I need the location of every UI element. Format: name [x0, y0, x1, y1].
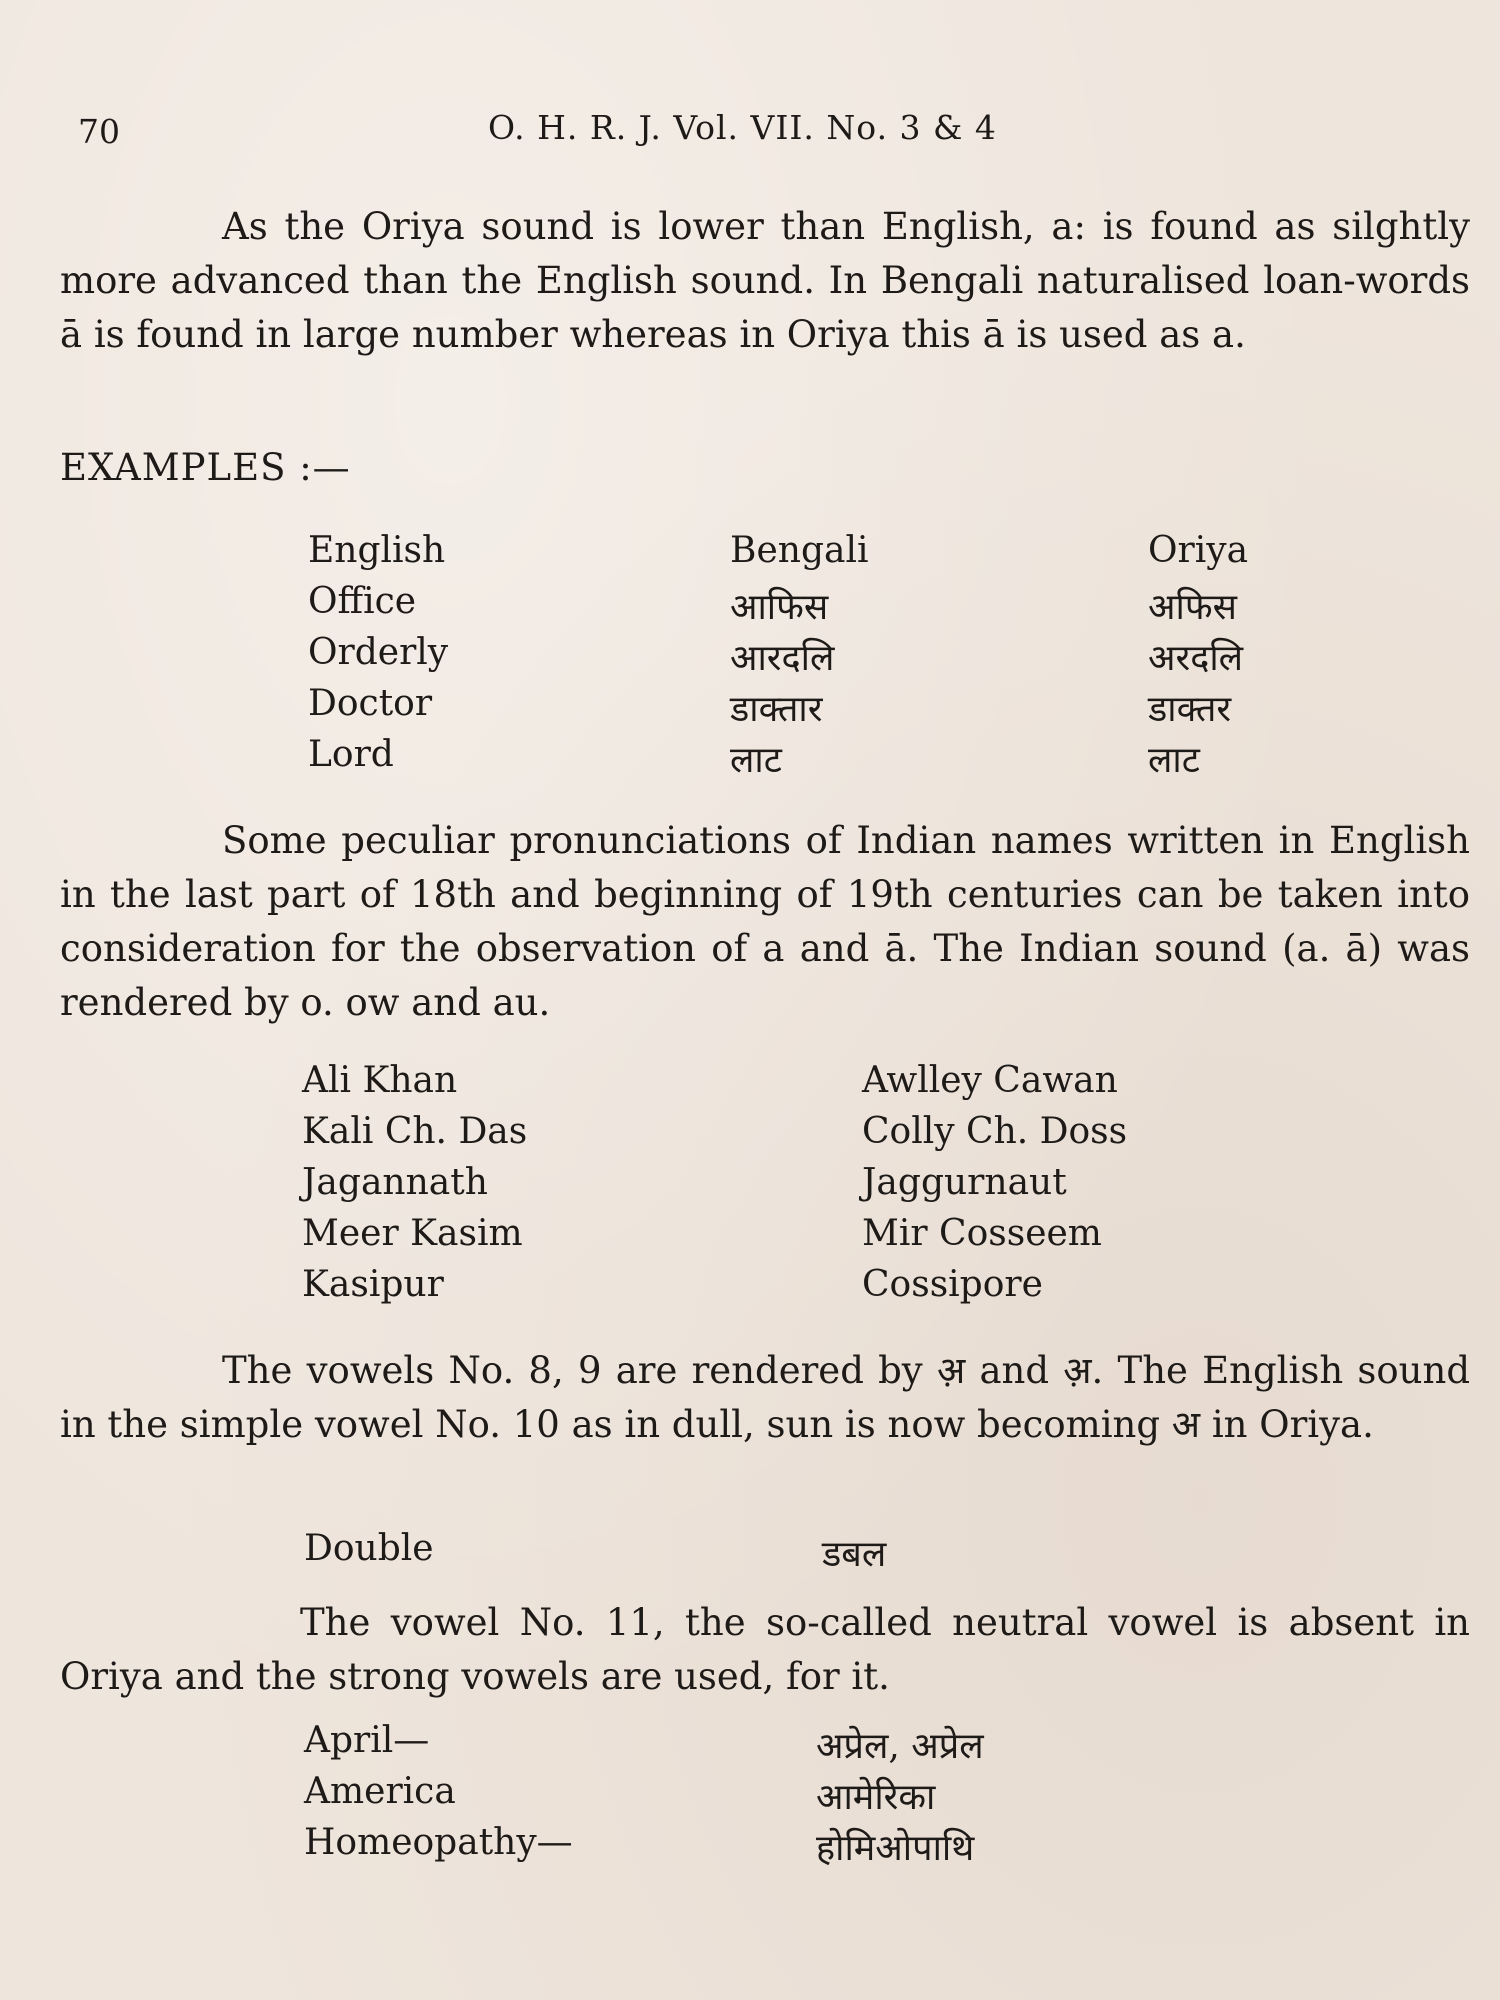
- english-rendering: Cossipore: [862, 1264, 1043, 1305]
- paragraph-4: The vowel No. 11, the so-called neutral vowel is absent in Oriya and the strong vowels are used, for it.: [60, 1601, 1470, 1698]
- bengali-word: डाक्तार: [730, 689, 823, 730]
- english-rendering: Colly Ch. Doss: [862, 1111, 1128, 1152]
- bengali-word: आरदलि: [730, 638, 835, 679]
- script-word: आमेरिका: [816, 1777, 936, 1818]
- paragraph-1: As the Oriya sound is lower than English, a: is found as silghtly more advanced than the English sound. In Bengali naturalised loan-words ā is found in large number whereas in Oriya this ā is used as a.: [60, 205, 1470, 356]
- oriya-word: लाट: [1148, 740, 1200, 781]
- english-rendering: Mir Cosseem: [862, 1213, 1102, 1254]
- paragraph-2: Some peculiar pronunciations of Indian names written in English in the last part of 18th and beginning of 19th centuries can be taken into consideration for the observation of a and ā. The Indian sound (a. ā) was rendered by o. ow and au.: [60, 819, 1470, 1024]
- script-word: होमिओपाथि: [816, 1828, 975, 1869]
- indian-name: Kali Ch. Das: [302, 1111, 528, 1152]
- running-head: O. H. R. J. Vol. VII. No. 3 & 4: [488, 108, 997, 147]
- bengali-word: लाट: [730, 740, 782, 781]
- page-header: [78, 108, 1458, 152]
- indian-name: Meer Kasim: [302, 1213, 523, 1254]
- english-rendering: Awlley Cawan: [862, 1060, 1118, 1101]
- english-word: Office: [308, 581, 417, 622]
- column-header-bengali: Bengali: [730, 530, 869, 571]
- script-word: डबल: [822, 1534, 887, 1575]
- english-word: America: [304, 1771, 456, 1812]
- column-header-english: English: [308, 530, 446, 571]
- english-word: Orderly: [308, 632, 449, 673]
- english-word: Double: [304, 1528, 434, 1569]
- oriya-word: डाक्तर: [1148, 689, 1232, 730]
- paragraph-3: The vowels No. 8, 9 are rendered by अ़ and अ़. The English sound in the simple vowel No. 10 as in dull, sun is now becoming अ in Oriya.: [60, 1349, 1470, 1446]
- oriya-word: अफिस: [1148, 587, 1237, 628]
- english-word: April—: [304, 1720, 430, 1761]
- examples-heading: EXAMPLES :—: [60, 446, 351, 489]
- indian-name: Kasipur: [302, 1264, 444, 1305]
- bengali-word: आफिस: [730, 587, 829, 628]
- indian-name: Jagannath: [302, 1162, 488, 1203]
- page-number: 70: [78, 112, 120, 151]
- column-header-oriya: Oriya: [1148, 530, 1249, 571]
- indian-name: Ali Khan: [302, 1060, 458, 1101]
- english-rendering: Jaggurnaut: [862, 1162, 1067, 1203]
- english-word: Doctor: [308, 683, 433, 724]
- english-word: Homeopathy—: [304, 1822, 573, 1863]
- oriya-word: अरदलि: [1148, 638, 1244, 679]
- script-word: अप्रेल, अप्रेल: [816, 1726, 984, 1767]
- english-word: Lord: [308, 734, 394, 775]
